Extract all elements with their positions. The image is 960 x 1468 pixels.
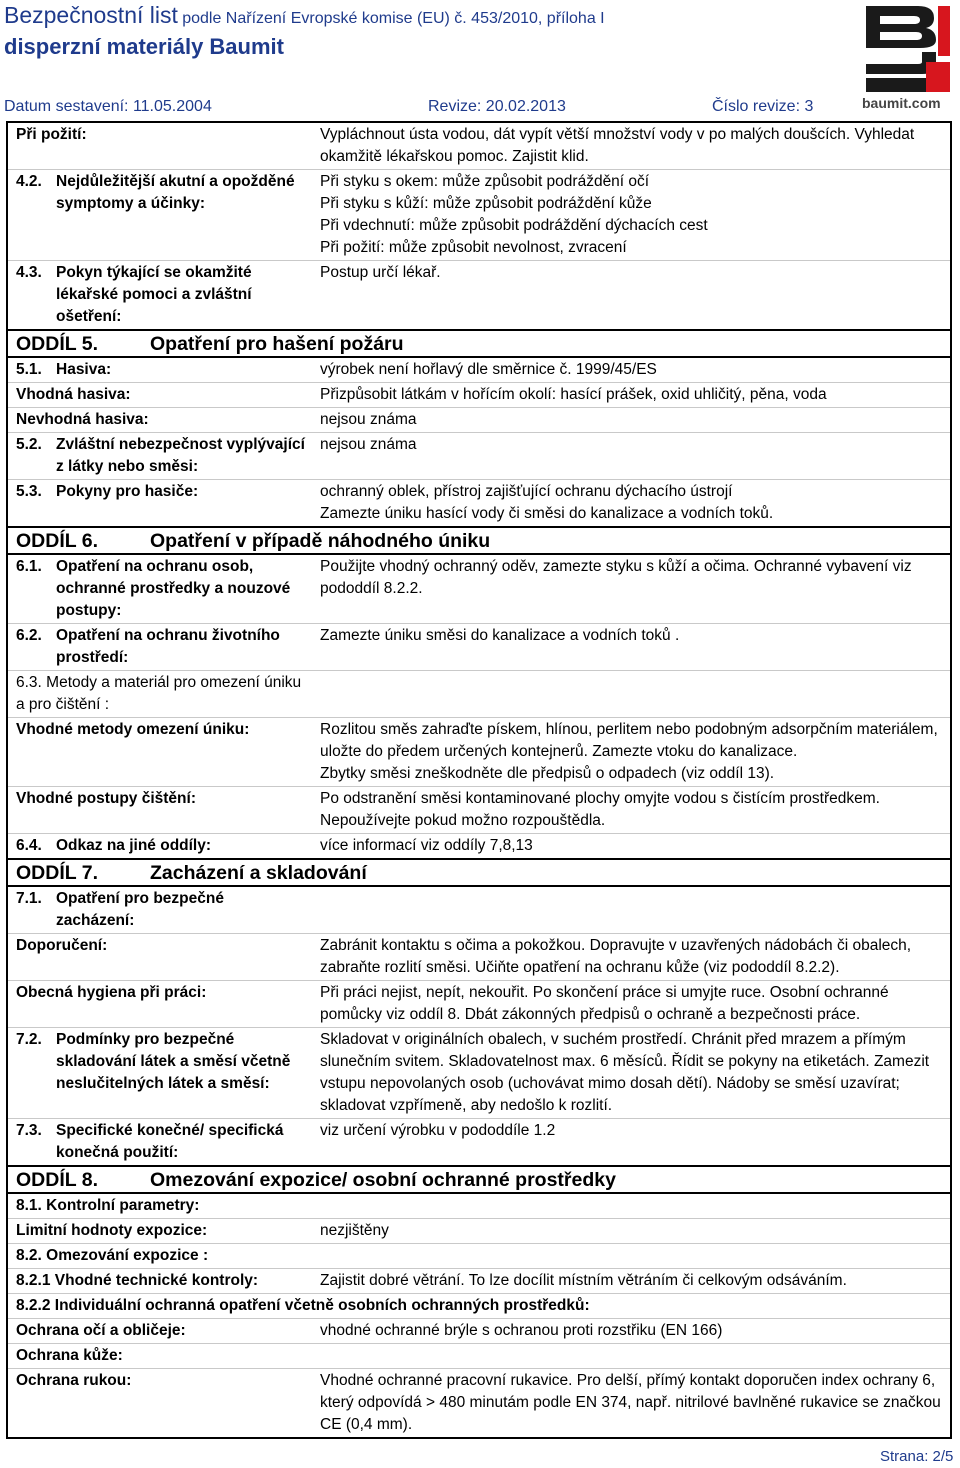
row-suitable-media: Vhodná hasiva: Přizpůsobit látkám v hořícím okolí: hasící prášek, oxid uhličitý, pěna, voda: [8, 383, 950, 408]
section-5-heading: ODDÍL 5. Opatření pro hašení požáru: [8, 331, 950, 358]
row-4-3-medical: 4.3. Pokyn týkající se okamžité lékařské pomoci a zvláštní ošetření: Postup určí lékař.: [8, 261, 950, 331]
row-7-3: 7.3. Specifické konečné/ specifická konečná použití: viz určení výrobku v pododdíle 1.2: [8, 1119, 950, 1167]
row-5-1: 5.1. Hasiva: výrobek není hořlavý dle směrnice č. 1999/45/ES: [8, 358, 950, 383]
row-exposure-limits: Limitní hodnoty expozice: nezjištěny: [8, 1219, 950, 1244]
row-6-2: 6.2. Opatření na ochranu životního prostředí: Zamezte úniku směsi do kanalizace a vodních toků .: [8, 624, 950, 671]
row-hand-protection: Ochrana rukou: Vhodné ochranné pracovní rukavice. Pro delší, přímý kontakt doporučen index ochrany 6, který odpovídá > 480 minutám podle EN 374, např. nitrilové bavlněné rukavice se značkou CE (0,4 mm).: [16, 1372, 941, 1433]
row-4-2-symptoms: 4.2. Nejdůležitější akutní a opožděné symptomy a účinky: Při styku s okem: může způsobit podráždění očí Při styku s kůží: může způsobit podráždění kůže Při vdechnutí: může způsobit podráždění dýchacích cest Při požití: může způsobit nevolnost, zvracení: [8, 170, 950, 261]
revision-number: Číslo revize: 3: [712, 98, 814, 115]
page-number: Strana: 2/5: [880, 1448, 954, 1465]
row-6-3: 6.3. Metody a materiál pro omezení úniku a pro čištění :: [8, 671, 950, 718]
row-8-2-2: 8.2.2 Individuální ochranná opatření včetně osobních ochranných prostředků:: [8, 1294, 950, 1319]
row-eye-protection: Ochrana očí a obličeje: vhodné ochranné brýle s ochranou proti rozstřiku (EN 166): [8, 1319, 950, 1344]
row-8-1: 8.1. Kontrolní parametry:: [8, 1194, 950, 1219]
logo-website: baumit.com: [862, 95, 941, 111]
row-recommendation: Doporučení: Zabránit kontaktu s očima a pokožkou. Dopravujte v uzavřených nádobách či obalech, zabraňte rozlití směsi. Učiňte opatření na ochranu kůže (viz pododdíl 8.2.2).: [8, 934, 950, 981]
row-cleaning: Vhodné postupy čištění: Po odstranění směsi kontaminované plochy omyjte vodou s čistícím prostředkem. Nepoužívejte pokud možno rozpouštědla.: [8, 787, 950, 834]
document-title: Bezpečnostní list podle Nařízení Evropské komise (EU) č. 453/2010, příloha I: [4, 2, 605, 28]
row-containment: Vhodné metody omezení úniku: Rozlitou směs zahraďte pískem, hlínou, perlitem nebo podobným adsorpčním materiálem, uložte do předem určených kontejnerů. Zamezte vtoku do kanalizace. Zbytky směsi zneškodněte dle předpisů o odpadech (viz oddíl 13).: [8, 718, 950, 787]
section-6-heading: ODDÍL 6. Opatření v případě náhodného úniku: [8, 528, 950, 555]
creation-date: Datum sestavení: 11.05.2004: [4, 98, 212, 115]
row-unsuitable-media: Nevhodná hasiva: nejsou známa: [8, 408, 950, 433]
row-ingestion: Při požití: Vypláchnout ústa vodou, dát vypít větší množství vody v po malých doušcích. Vyhledat okamžitě lékařskou pomoc. Zajistit klid.: [8, 123, 950, 170]
section-7-heading: ODDÍL 7. Zacházení a skladování: [8, 860, 950, 887]
row-5-2: 5.2. Zvláštní nebezpečnost vyplývající z látky nebo směsi: nejsou známa: [8, 433, 950, 480]
row-5-3: 5.3. Pokyny pro hasiče: ochranný oblek, přístroj zajišťující ochranu dýchacího ústrojí Zamezte úniku hasící vody či směsi do kanalizace a vodních toků.: [8, 480, 950, 528]
row-8-2-1: 8.2.1 Vhodné technické kontroly: Zajistit dobré větrání. To lze docílit místním větráním či celkovým odsáváním.: [8, 1269, 950, 1294]
row-8-2: 8.2. Omezování expozice :: [8, 1244, 950, 1269]
baumit-logo-icon: [862, 2, 952, 94]
row-6-1: 6.1. Opatření na ochranu osob, ochranné prostředky a nouzové postupy: Použijte vhodný ochranný oděv, zamezte styku s kůží a očima. Ochranné vybavení viz pododdíl 8.2.2.: [8, 555, 950, 624]
row-skin-protection: Ochrana kůže:: [8, 1344, 950, 1369]
row-hygiene: Obecná hygiena při práci: Při práci nejist, nepít, nekouřit. Po skončení práce si umyjte ruce. Osobní ochranné pomůcky viz oddíl 8. Dbát zákonných předpisů o ochraně a bezpečnosti práce.: [8, 981, 950, 1028]
row-7-1: 7.1. Opatření pro bezpečné zacházení:: [8, 887, 950, 934]
product-name: disperzní materiály Baumit: [4, 34, 284, 59]
revision-date: Revize: 20.02.2013: [428, 98, 566, 115]
row-6-4: 6.4. Odkaz na jiné oddíly: více informací viz oddíly 7,8,13: [8, 834, 950, 860]
sds-section-table: [6, 121, 952, 1439]
row-7-2: 7.2. Podmínky pro bezpečné skladování látek a směsí včetně neslučitelných látek a směsí: Skladovat v originálních obalech, v suchém prostředí. Chránit před mrazem a přímým slunečním svitem. Skladovatelnost max. 6 měsíců. Řídit se pokyny na etiketách. Zamezit vstupu nepovolaných osob (uchovávat mimo dosah dětí). Nádoby se směsí uzavírat; skladovat vzpřímeně, aby nedošlo k rozlití.: [8, 1028, 950, 1119]
section-8-heading: ODDÍL 8. Omezování expozice/ osobní ochranné prostředky: [8, 1167, 950, 1194]
